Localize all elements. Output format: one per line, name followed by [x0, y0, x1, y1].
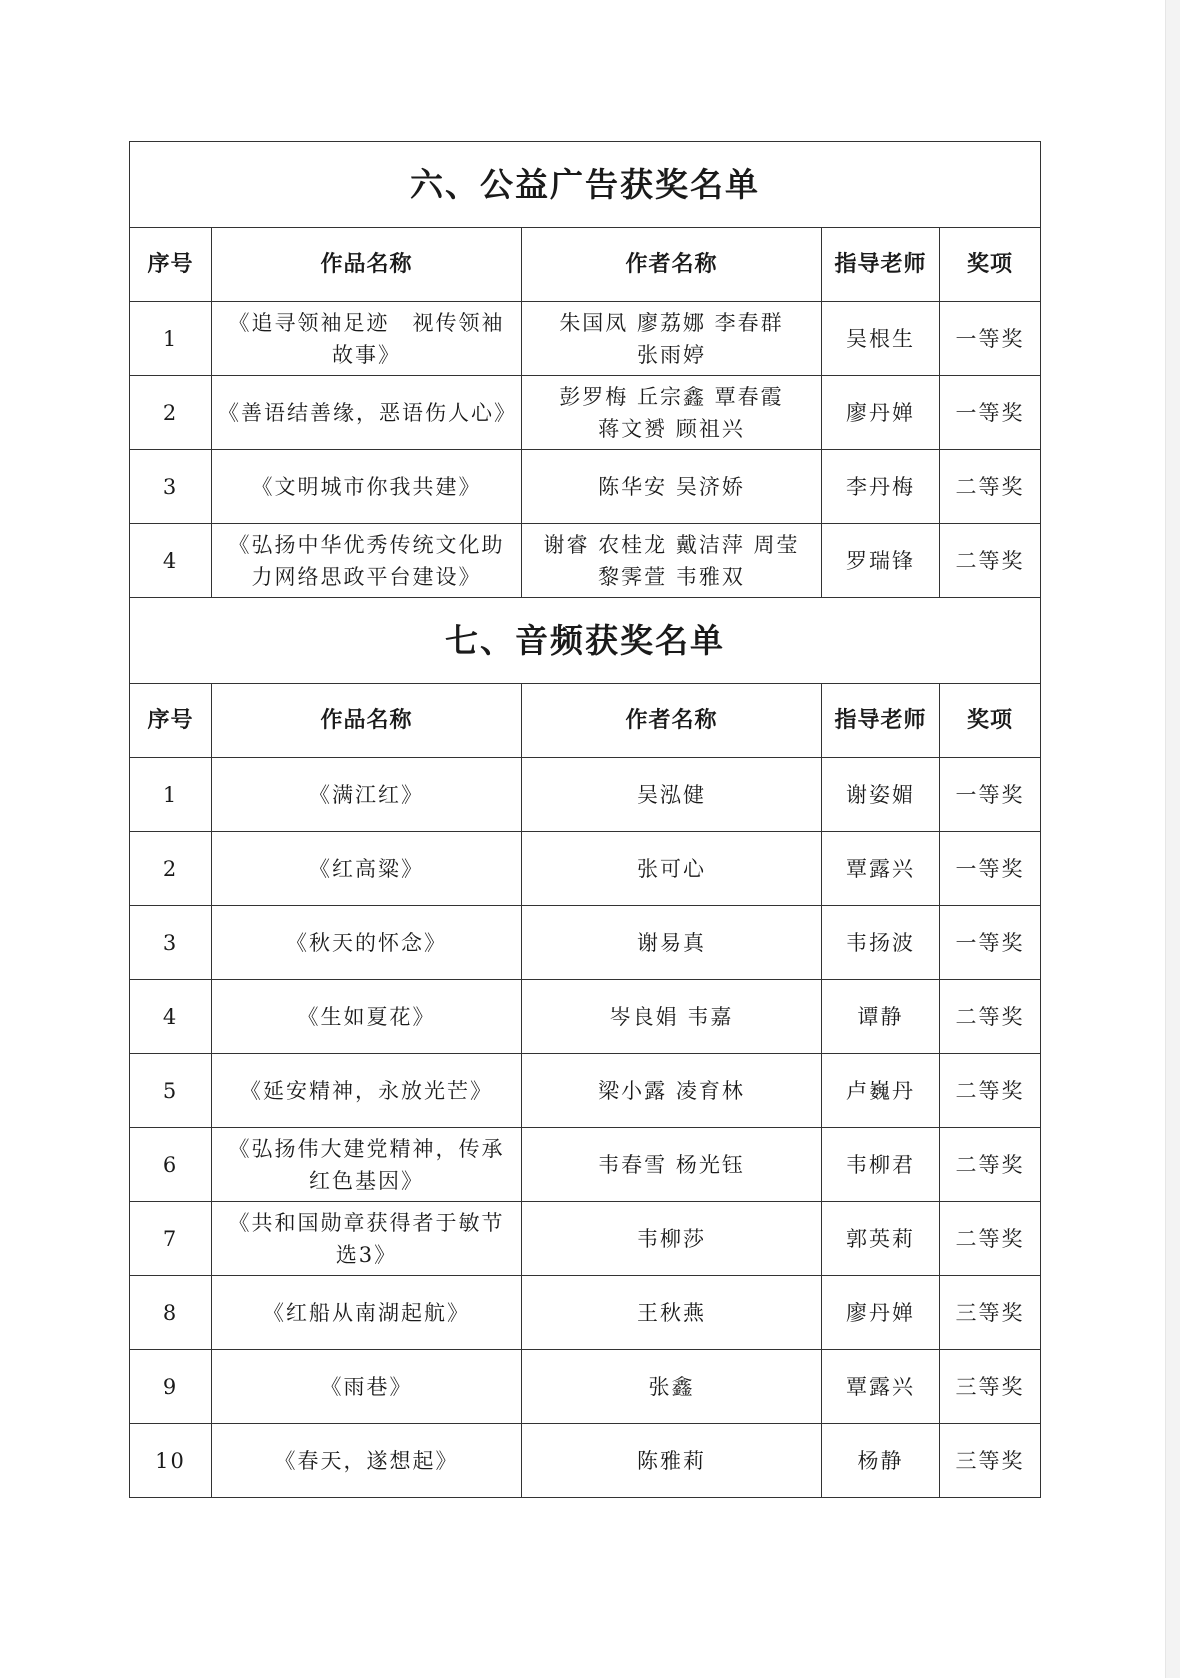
author-names [522, 1350, 822, 1424]
author-line: 梁小露 凌育林 [598, 1078, 745, 1103]
work-title: 《弘扬中华优秀传统文化助力网络思政平台建设》 [212, 524, 522, 598]
table-row [130, 524, 1041, 598]
author-names [522, 376, 822, 450]
row-number: 7 [130, 1202, 212, 1276]
teacher-name: 李丹梅 [822, 450, 940, 524]
work-title: 《雨巷》 [212, 1350, 522, 1424]
award-level: 二等奖 [940, 1054, 1041, 1128]
award-level: 二等奖 [940, 980, 1041, 1054]
row-number: 2 [130, 832, 212, 906]
header-teacher: 指导老师 [822, 228, 940, 302]
row-number: 3 [130, 450, 212, 524]
header-row [130, 684, 1041, 758]
award-level: 三等奖 [940, 1350, 1041, 1424]
row-number: 10 [130, 1424, 212, 1498]
teacher-name: 吴根生 [822, 302, 940, 376]
award-level: 二等奖 [940, 524, 1041, 598]
teacher-name: 郭英莉 [822, 1202, 940, 1276]
author-names [522, 980, 822, 1054]
work-title: 《满江红》 [212, 758, 522, 832]
row-number: 5 [130, 1054, 212, 1128]
row-number: 1 [130, 302, 212, 376]
award-level: 一等奖 [940, 758, 1041, 832]
award-level: 三等奖 [940, 1424, 1041, 1498]
work-title: 《春天，遂想起》 [212, 1424, 522, 1498]
header-award: 奖项 [940, 228, 1041, 302]
author-line: 王秋燕 [637, 1300, 706, 1325]
author-line: 韦柳莎 [637, 1226, 706, 1251]
table-row [130, 832, 1041, 906]
work-title: 《延安精神，永放光芒》 [212, 1054, 522, 1128]
work-title: 《红船从南湖起航》 [212, 1276, 522, 1350]
row-number: 1 [130, 758, 212, 832]
work-title: 《秋天的怀念》 [212, 906, 522, 980]
work-title: 《弘扬伟大建党精神，传承红色基因》 [212, 1128, 522, 1202]
table-row [130, 302, 1041, 376]
table-row [130, 376, 1041, 450]
teacher-name: 罗瑞锋 [822, 524, 940, 598]
teacher-name: 覃露兴 [822, 832, 940, 906]
award-table [129, 141, 1041, 1498]
section-title-row [130, 142, 1041, 228]
teacher-name: 廖丹婵 [822, 1276, 940, 1350]
header-work: 作品名称 [212, 228, 522, 302]
award-level: 二等奖 [940, 450, 1041, 524]
author-names [522, 1128, 822, 1202]
work-title: 《生如夏花》 [212, 980, 522, 1054]
author-line: 谢易真 [637, 930, 706, 955]
award-level: 二等奖 [940, 1128, 1041, 1202]
author-names [522, 906, 822, 980]
row-number: 6 [130, 1128, 212, 1202]
award-level: 一等奖 [940, 832, 1041, 906]
author-names [522, 1054, 822, 1128]
teacher-name: 谢姿媚 [822, 758, 940, 832]
row-number: 9 [130, 1350, 212, 1424]
author-line: 陈华安 吴济娇 [598, 474, 745, 499]
teacher-name: 谭静 [822, 980, 940, 1054]
author-line: 黎霁萱 韦雅双 [598, 564, 745, 589]
author-names [522, 302, 822, 376]
teacher-name: 卢巍丹 [822, 1054, 940, 1128]
author-names [522, 1276, 822, 1350]
header-author: 作者名称 [522, 684, 822, 758]
author-line: 彭罗梅 丘宗鑫 覃春霞 [559, 384, 784, 409]
teacher-name: 韦柳君 [822, 1128, 940, 1202]
table-row [130, 758, 1041, 832]
header-award: 奖项 [940, 684, 1041, 758]
table-row [130, 1202, 1041, 1276]
award-level: 二等奖 [940, 1202, 1041, 1276]
author-line: 朱国凤 廖荔娜 李春群 [559, 310, 784, 335]
page-edge [1165, 0, 1180, 1678]
row-number: 3 [130, 906, 212, 980]
author-line: 张可心 [637, 856, 706, 881]
header-no: 序号 [130, 228, 212, 302]
author-names [522, 450, 822, 524]
table-row [130, 1276, 1041, 1350]
author-names [522, 832, 822, 906]
author-names [522, 1202, 822, 1276]
header-author: 作者名称 [522, 228, 822, 302]
work-title: 《追寻领袖足迹 视传领袖故事》 [212, 302, 522, 376]
author-line: 谢睿 农桂龙 戴洁萍 周莹 [543, 532, 800, 557]
work-title: 《文明城市你我共建》 [212, 450, 522, 524]
award-level: 一等奖 [940, 302, 1041, 376]
table-row [130, 906, 1041, 980]
teacher-name: 廖丹婵 [822, 376, 940, 450]
award-level: 一等奖 [940, 906, 1041, 980]
row-number: 2 [130, 376, 212, 450]
section-title-row [130, 598, 1041, 684]
table-row [130, 980, 1041, 1054]
author-line: 吴泓健 [637, 782, 706, 807]
author-line: 蒋文赟 顾祖兴 [598, 416, 745, 441]
row-number: 4 [130, 524, 212, 598]
author-names [522, 524, 822, 598]
header-work: 作品名称 [212, 684, 522, 758]
header-row [130, 228, 1041, 302]
work-title: 《共和国勋章获得者于敏节选3》 [212, 1202, 522, 1276]
work-title: 《善语结善缘，恶语伤人心》 [212, 376, 522, 450]
award-level: 一等奖 [940, 376, 1041, 450]
author-line: 岑良娟 韦嘉 [609, 1004, 734, 1029]
award-level: 三等奖 [940, 1276, 1041, 1350]
teacher-name: 杨静 [822, 1424, 940, 1498]
header-no: 序号 [130, 684, 212, 758]
table-row [130, 1350, 1041, 1424]
author-line: 陈雅莉 [637, 1448, 706, 1473]
author-names [522, 758, 822, 832]
teacher-name: 覃露兴 [822, 1350, 940, 1424]
work-title: 《红高粱》 [212, 832, 522, 906]
table-row [130, 1424, 1041, 1498]
row-number: 4 [130, 980, 212, 1054]
author-line: 张鑫 [648, 1374, 695, 1399]
header-teacher: 指导老师 [822, 684, 940, 758]
award-table-body [130, 142, 1041, 1498]
author-line: 张雨婷 [637, 342, 706, 367]
section-title: 六、公益广告获奖名单 [130, 142, 1041, 228]
author-names [522, 1424, 822, 1498]
row-number: 8 [130, 1276, 212, 1350]
author-line: 韦春雪 杨光钰 [598, 1152, 745, 1177]
table-row [130, 450, 1041, 524]
section-title: 七、音频获奖名单 [130, 598, 1041, 684]
table-row [130, 1128, 1041, 1202]
table-row [130, 1054, 1041, 1128]
teacher-name: 韦扬波 [822, 906, 940, 980]
